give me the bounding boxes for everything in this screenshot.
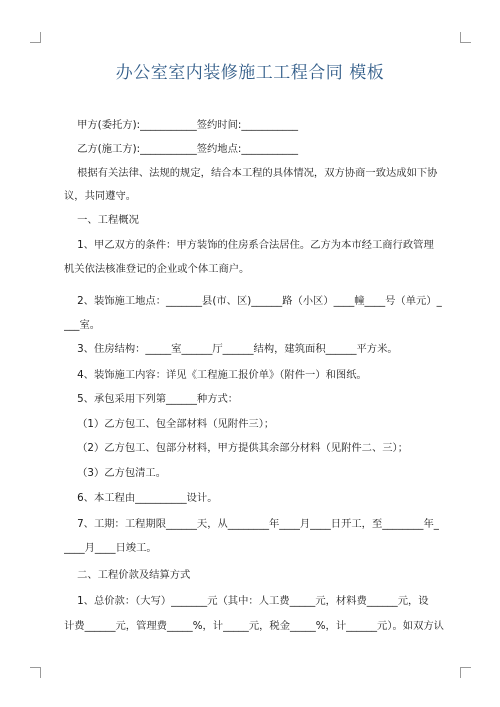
crop-mark-top-right: [460, 32, 471, 43]
clause-line: 1、甲乙双方的条件：甲方装饰的住房系合法居住。乙方为本市经工商行政管理: [64, 239, 434, 251]
clause-line: ___室。: [64, 319, 101, 331]
crop-mark-bottom-left: [30, 667, 41, 678]
clause-line: 5、承包采用下列第______种方式：: [64, 393, 239, 405]
section-heading: 一、工程概况: [64, 214, 139, 226]
clause-line: 2、装饰施工地点：_______县(市、区)______路（小区）____幢____号（单元）_: [64, 295, 442, 307]
clause-line: 1、总价款：（大写）_______元（其中：人工费_____元，材料费______元，设: [64, 595, 429, 607]
preamble-line: 议，共同遵守。: [64, 190, 137, 202]
clause-line: 4、装饰施工内容：详见《工程施工报价单》（附件一）和图纸。: [64, 369, 367, 381]
document-title: 办公室室内装修施工工程合同 模板: [115, 63, 385, 83]
preamble-line: 根据有关法律、法规的规定，结合本工程的具体情况，双方协商一致达成如下协: [64, 167, 438, 179]
option-line: （2）乙方包工、包部分材料，甲方提供其余部分材料（见附件二、三）；: [64, 442, 408, 454]
option-line: （3）乙方包清工。: [64, 467, 167, 479]
crop-mark-top-left: [30, 32, 41, 43]
party-a-line: 甲方(委托方):___________签约时间:___________: [64, 119, 299, 131]
crop-mark-bottom-right: [460, 667, 471, 678]
clause-line: 7、工期：工程期限______天，从________年____月____日开工，至________年_: [64, 518, 439, 530]
clause-line: 计费______元，管理费_____%，计_____元，税金_____%，计______元）。如双方认: [64, 620, 444, 632]
clause-line: 机关依法核准登记的企业或个体工商户。: [64, 263, 250, 275]
clause-line: 6、本工程由__________设计。: [64, 492, 218, 504]
clause-line: 3、住房结构：_____室______厅______结构，建筑面积______平方米。: [64, 343, 398, 355]
option-line: （1）乙方包工、包全部材料（见附件三）；: [64, 418, 275, 430]
clause-line: ____月____日竣工。: [64, 542, 157, 554]
section-heading: 二、工程价款及结算方式: [64, 569, 191, 581]
party-b-line: 乙方(施工方):___________签约地点:___________: [64, 143, 299, 155]
